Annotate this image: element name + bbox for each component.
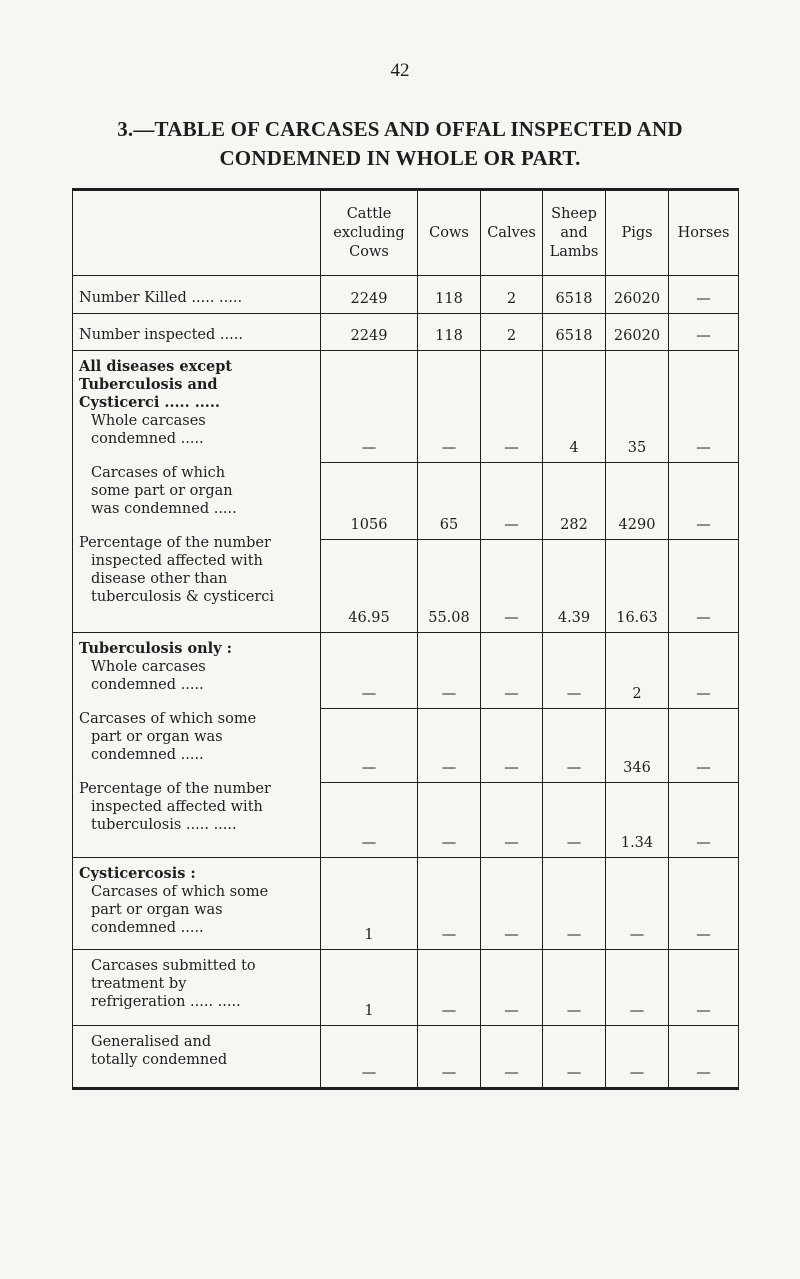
cell-value: 1 [321, 858, 418, 950]
cell-value: — [418, 950, 481, 1026]
section-heading: Tuberculosis only : [79, 640, 232, 657]
cell-value: 1.34 [606, 783, 669, 858]
table-row-number-inspected [73, 314, 739, 351]
cell-value: — [543, 783, 606, 858]
cell-value: — [669, 463, 739, 540]
row-label: condemned ..... [91, 677, 204, 693]
table-row-refrigeration [73, 950, 739, 1026]
col-header-sheep: Sheep and Lambs [543, 190, 606, 276]
header-corner [73, 190, 321, 276]
refrigeration-label-cell [73, 950, 321, 1026]
cell-value: — [669, 314, 739, 351]
row-label: Percentage of the number [79, 535, 271, 551]
row-label: treatment by [91, 976, 187, 992]
cell-value: 4290 [606, 463, 669, 540]
table-row-number-killed [73, 276, 739, 314]
cell-value: — [606, 858, 669, 950]
row-label: refrigeration ..... ..... [91, 994, 241, 1010]
cell-value: — [481, 540, 543, 633]
row-label: Whole carcases [91, 659, 206, 675]
table-row-all-diseases-whole [73, 351, 739, 463]
cell-value: — [418, 351, 481, 463]
tuberculosis-label-cell [73, 633, 321, 858]
row-label: part or organ was [91, 902, 223, 918]
cell-value: — [481, 351, 543, 463]
cell-value: 26020 [606, 314, 669, 351]
cell-value: 2249 [321, 276, 418, 314]
row-label: Carcases submitted to [91, 958, 256, 974]
cell-value: — [669, 783, 739, 858]
cell-value: 118 [418, 314, 481, 351]
cell-value: — [418, 633, 481, 709]
cell-value: 46.95 [321, 540, 418, 633]
row-label: totally condemned [91, 1052, 228, 1068]
cell-value: — [321, 351, 418, 463]
cell-value: — [543, 950, 606, 1026]
row-label: condemned ..... [91, 431, 204, 447]
cell-value: — [669, 709, 739, 783]
cell-value: — [606, 950, 669, 1026]
cell-value: — [543, 858, 606, 950]
cell-value: 2 [481, 314, 543, 351]
header-row [73, 190, 739, 276]
cell-value: 1056 [321, 463, 418, 540]
row-label: Percentage of the number [79, 781, 271, 797]
cell-value: — [481, 858, 543, 950]
section-heading: All diseases except [79, 358, 233, 375]
table-row-generalised [73, 1026, 739, 1089]
row-label: Carcases of which some [91, 884, 269, 900]
row-label: tuberculosis & cysticerci [91, 589, 275, 605]
cell-value: 26020 [606, 276, 669, 314]
cell-value: — [543, 709, 606, 783]
row-label: Number inspected ..... [73, 314, 321, 351]
row-label: Whole carcases [91, 413, 206, 429]
cell-value: 4.39 [543, 540, 606, 633]
page-number: 42 [390, 60, 410, 81]
cell-value: — [418, 1026, 481, 1089]
row-label: Number Killed ..... ..... [73, 276, 321, 314]
row-label: disease other than [91, 571, 228, 587]
cell-value: — [669, 858, 739, 950]
cell-value: 2 [606, 633, 669, 709]
cell-value: 55.08 [418, 540, 481, 633]
cell-value: 4 [543, 351, 606, 463]
table-row-tb-whole [73, 633, 739, 709]
row-label: tuberculosis ..... ..... [91, 817, 237, 833]
cell-value: 1 [321, 950, 418, 1026]
cell-value: 65 [418, 463, 481, 540]
cell-value: — [669, 540, 739, 633]
col-header-horses: Horses [669, 190, 739, 276]
cell-value: — [481, 1026, 543, 1089]
cell-value: 6518 [543, 314, 606, 351]
cell-value: — [321, 709, 418, 783]
section-heading: Tuberculosis and [79, 376, 218, 393]
section-heading: Cysticerci ..... ..... [79, 394, 220, 411]
cell-value: — [418, 783, 481, 858]
row-label: inspected affected with [91, 799, 263, 815]
carcases-table [72, 188, 738, 1090]
cell-value: — [543, 633, 606, 709]
col-header-calves: Calves [481, 190, 543, 276]
cysticercosis-label-cell [73, 858, 321, 950]
cell-value: — [543, 1026, 606, 1089]
cell-value: — [669, 633, 739, 709]
cell-value: — [321, 1026, 418, 1089]
row-label: Carcases of which [91, 465, 226, 481]
generalised-label-cell [73, 1026, 321, 1089]
cell-value: — [669, 351, 739, 463]
cell-value: — [321, 783, 418, 858]
title-line-2: CONDEMNED IN WHOLE OR PART. [219, 146, 581, 170]
cell-value: 2249 [321, 314, 418, 351]
col-header-cows: Cows [418, 190, 481, 276]
cell-value: — [321, 633, 418, 709]
title-line-1: 3.—TABLE OF CARCASES AND OFFAL INSPECTED AND [117, 117, 683, 141]
cell-value: — [418, 709, 481, 783]
cell-value: — [606, 1026, 669, 1089]
cell-value: — [481, 633, 543, 709]
section-heading: Cysticercosis : [79, 865, 196, 882]
cell-value: — [669, 276, 739, 314]
row-label: was condemned ..... [91, 501, 237, 517]
cell-value: — [481, 950, 543, 1026]
col-header-cattle: Cattle excluding Cows [321, 190, 418, 276]
row-label: part or organ was [91, 729, 223, 745]
cell-value: 346 [606, 709, 669, 783]
row-label: Generalised and [91, 1034, 212, 1050]
table-row-cysticercosis-part [73, 858, 739, 950]
cell-value: — [481, 783, 543, 858]
table-title [20, 115, 780, 173]
row-label: some part or organ [91, 483, 233, 499]
row-label: condemned ..... [91, 920, 204, 936]
cell-value: 2 [481, 276, 543, 314]
row-label: condemned ..... [91, 747, 204, 763]
all-diseases-label-cell [73, 351, 321, 633]
cell-value: 16.63 [606, 540, 669, 633]
cell-value: 35 [606, 351, 669, 463]
cell-value: — [418, 858, 481, 950]
cell-value: — [669, 950, 739, 1026]
cell-value: — [669, 1026, 739, 1089]
cell-value: — [481, 709, 543, 783]
cell-value: — [481, 463, 543, 540]
col-header-pigs: Pigs [606, 190, 669, 276]
cell-value: 118 [418, 276, 481, 314]
row-label: inspected affected with [91, 553, 263, 569]
cell-value: 6518 [543, 276, 606, 314]
cell-value: 282 [543, 463, 606, 540]
row-label: Carcases of which some [79, 711, 257, 727]
